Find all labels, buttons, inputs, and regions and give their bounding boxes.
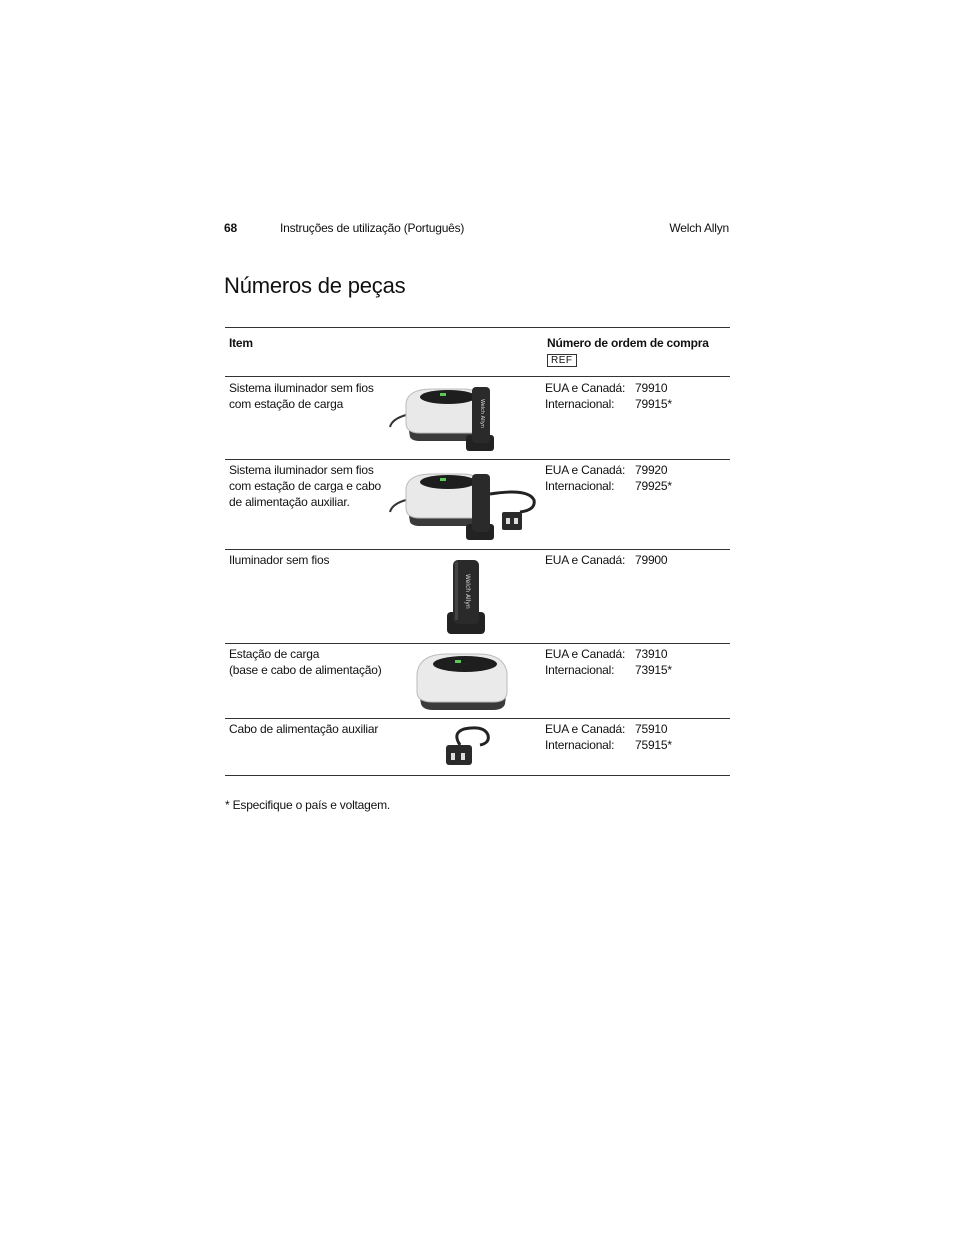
order-numbers — [545, 380, 672, 412]
auxiliary-power-cable-image — [440, 723, 492, 771]
item-description: Cabo de alimentação auxiliar — [229, 722, 379, 736]
order-region: Internacional: — [545, 738, 615, 752]
table-row — [225, 459, 730, 549]
page-number: 68 — [224, 221, 237, 235]
charging-station-image — [413, 648, 513, 716]
order-numbers — [545, 552, 667, 568]
column-header-item: Item — [229, 336, 253, 350]
column-header-order-number — [547, 335, 709, 367]
table-row — [225, 718, 730, 776]
item-description: Estação de carga (base e cabo de alimentação) — [229, 647, 382, 677]
order-line — [545, 552, 667, 568]
order-region: EUA e Canadá: — [545, 722, 626, 736]
order-number: 79920 — [635, 463, 668, 477]
table-row — [225, 376, 730, 459]
order-line — [545, 462, 672, 478]
section-title: Números de peças — [224, 273, 406, 298]
svg-text:Welch Allyn: Welch Allyn — [464, 574, 471, 609]
order-region: Internacional: — [545, 479, 615, 493]
order-number: 79910 — [635, 381, 668, 395]
ref-symbol: REF — [547, 354, 577, 367]
order-numbers — [545, 462, 672, 494]
order-line — [545, 396, 672, 412]
order-number: 79925* — [635, 479, 672, 493]
order-line — [545, 737, 672, 753]
order-number: 75915* — [635, 738, 672, 752]
order-region: EUA e Canadá: — [545, 553, 626, 567]
table-header-row — [225, 327, 730, 376]
cordless-illuminator-image — [443, 556, 489, 638]
footnote: * Especifique o país e voltagem. — [225, 798, 391, 812]
order-line — [545, 662, 672, 678]
order-line — [545, 478, 672, 494]
order-number: 73915* — [635, 663, 672, 677]
device-logo: Welch Allyn — [479, 399, 485, 428]
order-numbers — [545, 721, 672, 753]
illuminator-with-charging-station-image — [388, 379, 528, 457]
order-number: 79900 — [635, 553, 668, 567]
table-row — [225, 643, 730, 718]
order-line — [545, 380, 672, 396]
illuminator-charging-station-aux-cable-image — [388, 464, 538, 548]
document-title: Instruções de utilização (Português) — [280, 221, 465, 235]
item-description: Sistema iluminador sem fios com estação de carga e cabo de alimentação auxiliar. — [229, 463, 382, 509]
order-number: 79915* — [635, 397, 672, 411]
table-row — [225, 549, 730, 643]
order-region: Internacional: — [545, 397, 615, 411]
order-number: 73910 — [635, 647, 668, 661]
brand-name: Welch Allyn — [669, 221, 729, 235]
item-description: Iluminador sem fios — [229, 553, 330, 567]
order-region: EUA e Canadá: — [545, 647, 626, 661]
parts-table — [225, 327, 730, 776]
order-line — [545, 721, 672, 737]
order-region: EUA e Canadá: — [545, 381, 626, 395]
order-numbers — [545, 646, 672, 678]
order-region: EUA e Canadá: — [545, 463, 626, 477]
order-number-heading: Número de ordem de compra — [547, 336, 709, 350]
order-number: 75910 — [635, 722, 668, 736]
order-region: Internacional: — [545, 663, 615, 677]
item-description: Sistema iluminador sem fios com estação de carga — [229, 381, 374, 411]
order-line — [545, 646, 672, 662]
